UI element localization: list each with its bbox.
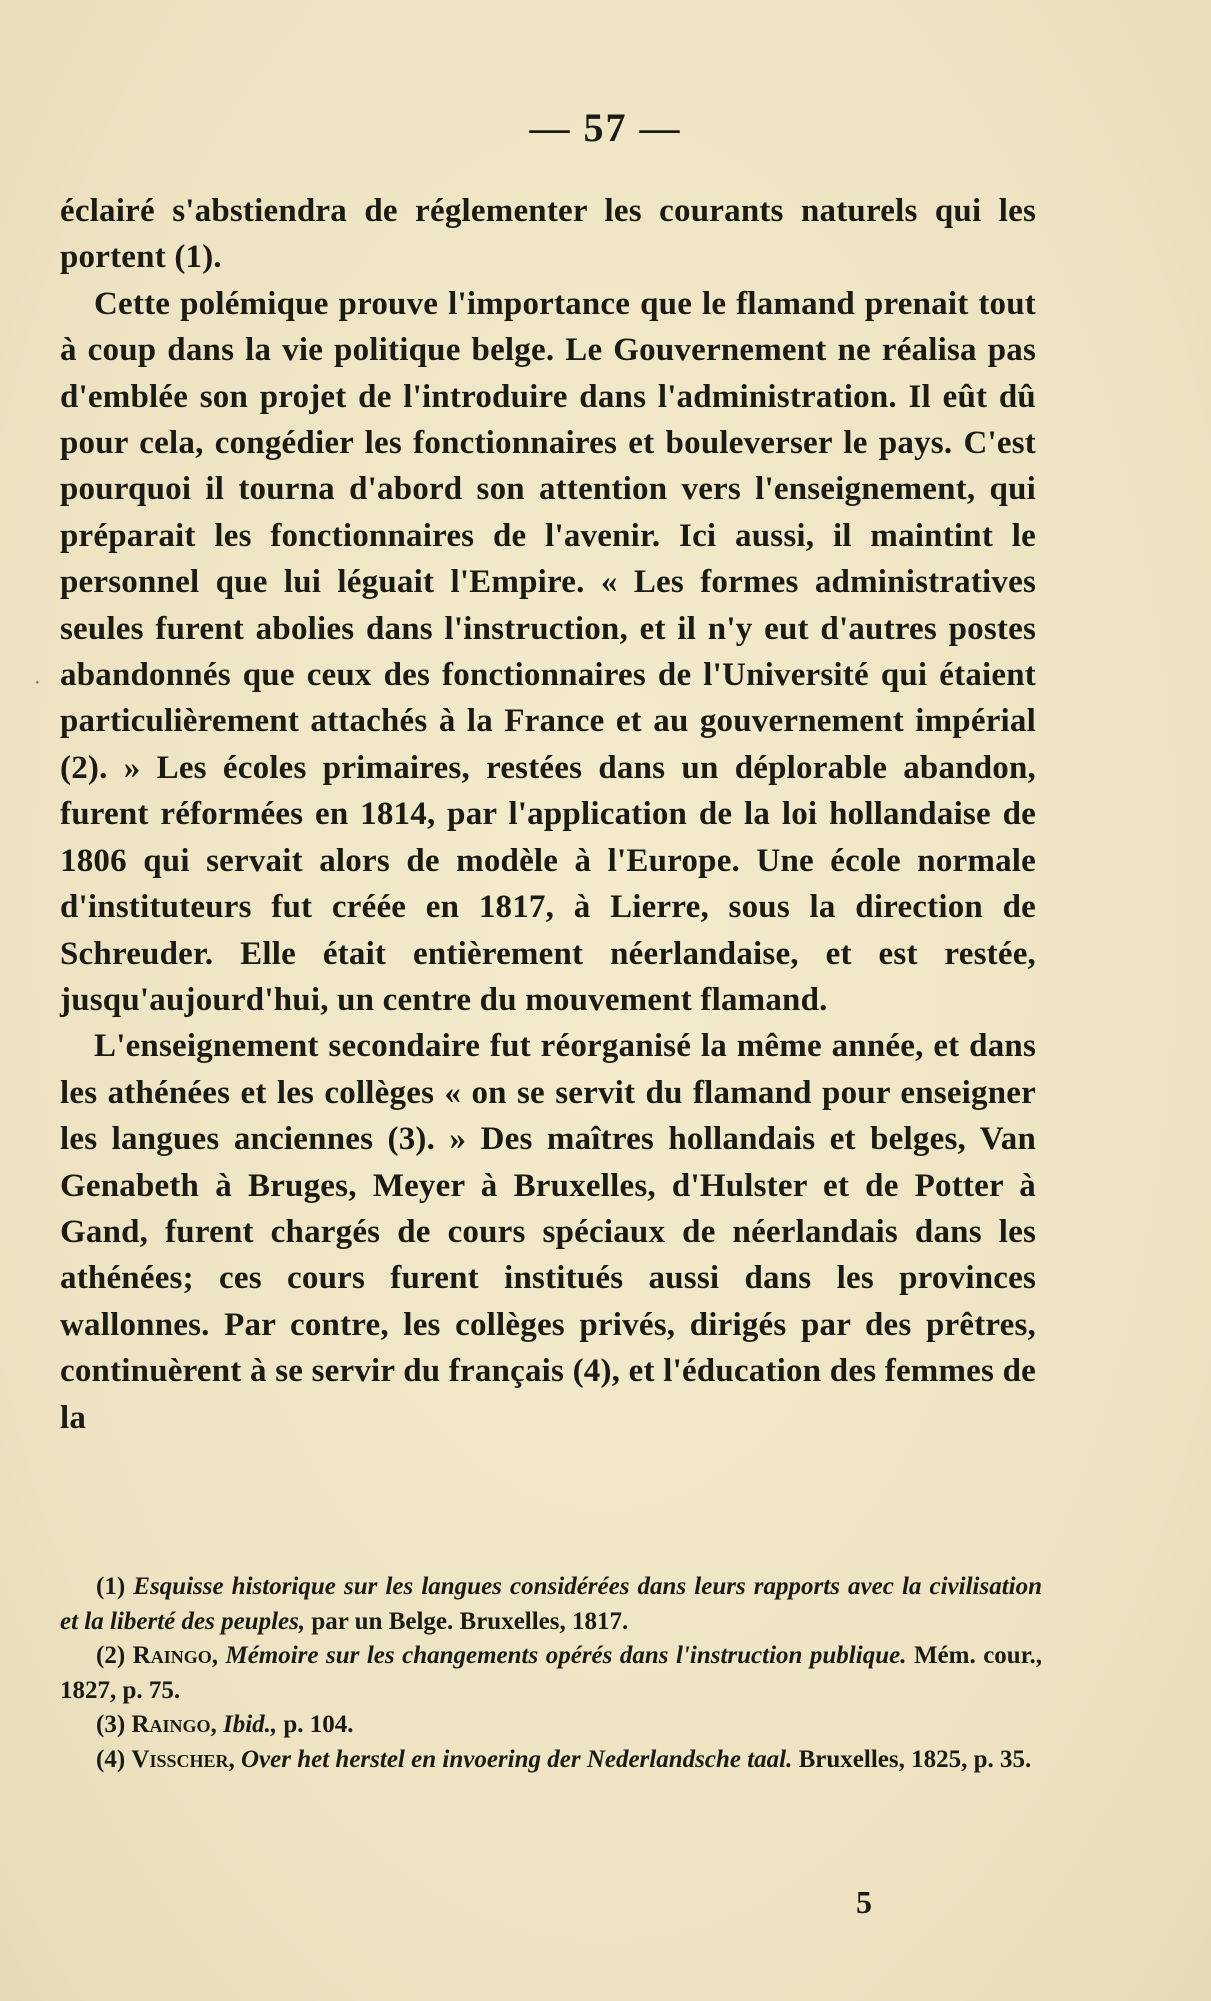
footnote-title: Esquisse historique sur les langues considérées dans leurs rapports avec la civilisation et la liberté des peuples,: [60, 1573, 1042, 1635]
footnote-rest: Bruxelles, 1825, p. 35.: [792, 1745, 1032, 1773]
footnotes: [60, 1570, 1042, 1777]
footnote-author: Visscher,: [131, 1745, 235, 1773]
footnote: [60, 1639, 1042, 1708]
footnote-number: (4): [96, 1745, 126, 1773]
footnote-number: (3): [96, 1711, 126, 1738]
footnote-rest: par un Belge. Bruxelles, 1817.: [305, 1607, 629, 1635]
margin-mark: ·: [34, 672, 41, 694]
footnote-number: (2): [96, 1642, 126, 1669]
footnote-title: Mémoire sur les changements opérés dans l'instruction publique.: [225, 1642, 907, 1669]
footnote-author: Raingo,: [131, 1711, 217, 1738]
main-text: [60, 188, 1036, 1441]
footnote: [60, 1570, 1042, 1639]
paragraph: éclairé s'abstiendra de réglementer les courants naturels qui les portent (1).: [60, 193, 1036, 276]
page-number: — 57 —: [529, 105, 682, 150]
footnote-number: (1): [96, 1573, 126, 1600]
paragraph: L'enseignement secondaire fut réorganisé la même année, et dans les athénées et les collèges « on se servit du flamand pour enseigner les langues anciennes (3). » Des maîtres hollandais et belges, Van Genabeth à Bruges, Meyer à Bruxelles, d'Hulster et de Potter à Gand, furent chargés de cours spéciaux de néerlandais dans les athénées; ces cours furent institués aussi dans les provinces wallonnes. Par contre, les collèges privés, dirigés par des prêtres, continuèrent à se servir du français (4), et l'éducation des femmes de la: [60, 1028, 1036, 1436]
signature-mark: 5: [856, 1884, 872, 1920]
footnote-title: Ibid.,: [222, 1711, 278, 1738]
footnote-rest: Mém. cour., 1827, p. 75.: [60, 1642, 1043, 1704]
footnote: [60, 1708, 1042, 1743]
footnote-rest: p. 104.: [277, 1711, 354, 1738]
paragraph: Cette polémique prouve l'importance que le flamand prenait tout à coup dans la vie politique belge. Le Gouvernement ne réalisa pas d'emblée son projet de l'introduire dans l'administration. Il eût dû pour cela, congédier les fonctionnaires et bouleverser le pays. C'est pourquoi il tourna d'abord son attention vers l'enseignement, qui préparait les fonctionnaires de l'avenir. Ici aussi, il maintint le personnel que lui léguait l'Empire. « Les formes administratives seules furent abolies dans l'instruction, et il n'y eut d'autres postes abandonnés que ceux des fonctionnaires de l'Université qui étaient particulièrement attachés à la France et au gouvernement impérial (2). » Les écoles primaires, restées dans un déplorable abandon, furent réformées en 1814, par l'application de la loi hollandaise de 1806 qui servait alors de modèle à l'Europe. Une école normale d'instituteurs fut créée en 1817, à Lierre, sous la direction de Schreuder. Elle était entièrement néerlandaise, et est restée, jusqu'aujourd'hui, un centre du mouvement flamand.: [60, 285, 1036, 1018]
footnote-title: Over het herstel en invoering der Nederlandsche taal.: [241, 1745, 793, 1773]
footnote: [60, 1743, 1042, 1778]
footnote-author: Raingo,: [132, 1642, 218, 1669]
